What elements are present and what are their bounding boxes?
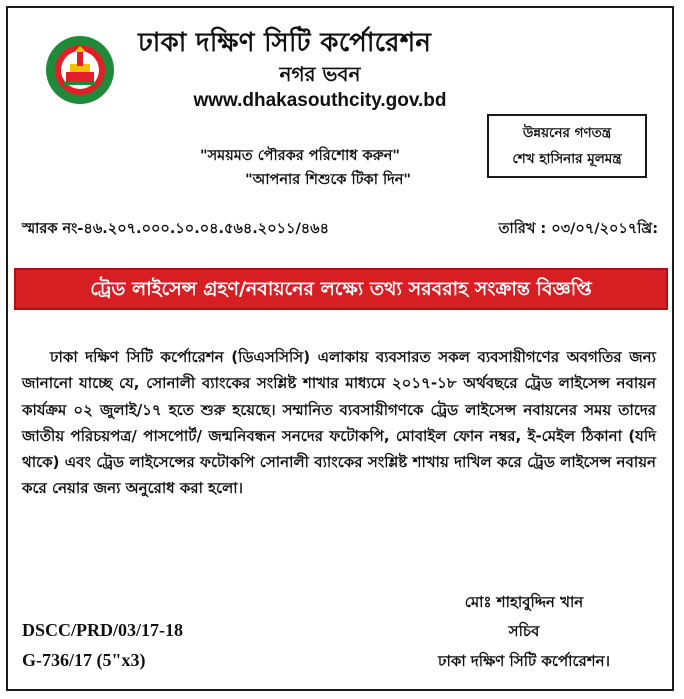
- notice-paragraph: ঢাকা দক্ষিণ সিটি কর্পোরেশন (ডিএসসিসি) এলাকায় ব্যবসারত সকল ব্যবসায়ীগণের অবগতির জন্য জানানো যাচ্ছে যে, সোনালী ব্যাংকের সংশ্লিষ্ট শাখার মাধ্যমে ২০১৭-১৮ অর্থবছরে ট্রেড লাইসেন্স নবায়ন কার্যক্রম ০২ জুলাই/১৭ হতে শুরু হয়েছে। সম্মানিত ব্যবসায়ীগণকে ট্রেড লাইসেন্স নবায়নের সময় তাদের জাতীয় পরিচয়পত্র/ পাসপোর্ট/ জন্মনিবন্ধন সনদের ফটোকপি, মোবাইল ফোন নম্বর, ই-মেইল ঠিকানা (যদি থাকে) এবং ট্রেড লাইসেন্সের ফটোকপি সোনালী ব্যাংকের সংশ্লিষ্ট শাখায় দাখিল করে ট্রেড লাইসেন্স নবায়ন করে নেয়ার জন্য অনুরোধ করা হলো।: [22, 348, 656, 498]
- quote-vaccine: "আপনার শিশুকে টিকা দিন": [245, 172, 411, 188]
- reference-code: DSCC/PRD/03/17-18: [22, 620, 183, 640]
- organization-name: ঢাকা দক্ষিণ সিটি কর্পোরেশন: [138, 28, 432, 58]
- signatory-name: মোঃ শাহাবুদ্দিন খান: [464, 593, 584, 611]
- memo-number: স্মারক নং-৪৬.২০৭.০০০.১০.০৪.৫৬৪.২০১১/৪৬৪: [22, 221, 330, 237]
- notice-title-banner: ট্রেড লাইসেন্স গ্রহণ/নবায়নের লক্ষ্যে তথ্য সরবরাহ সংক্রান্ত বিজ্ঞপ্তি: [14, 268, 668, 310]
- signatory-title: সচিব: [508, 622, 540, 640]
- dscc-emblem-icon: [44, 34, 116, 106]
- quote-tax: "সময়মত পৌরকর পরিশোধ করুন": [200, 148, 400, 164]
- slogan-line-2: শেখ হাসিনার মূলমন্ত্র: [512, 151, 622, 167]
- slogan-box: [487, 114, 647, 178]
- notice-body: [22, 344, 656, 502]
- signatory-organization: ঢাকা দক্ষিণ সিটি কর্পোরেশন।: [438, 652, 610, 670]
- slogan-line-1: উন্নয়নের গণতন্ত্র: [522, 125, 612, 141]
- notice-date: তারিখ : ০৩/০৭/২০১৭খ্রি:: [498, 221, 658, 237]
- organization-website: www.dhakasouthcity.gov.bd: [193, 90, 447, 111]
- organization-subtitle: নগর ভবন: [279, 62, 361, 86]
- ad-size-code: G-736/17 (5"x3): [22, 650, 146, 670]
